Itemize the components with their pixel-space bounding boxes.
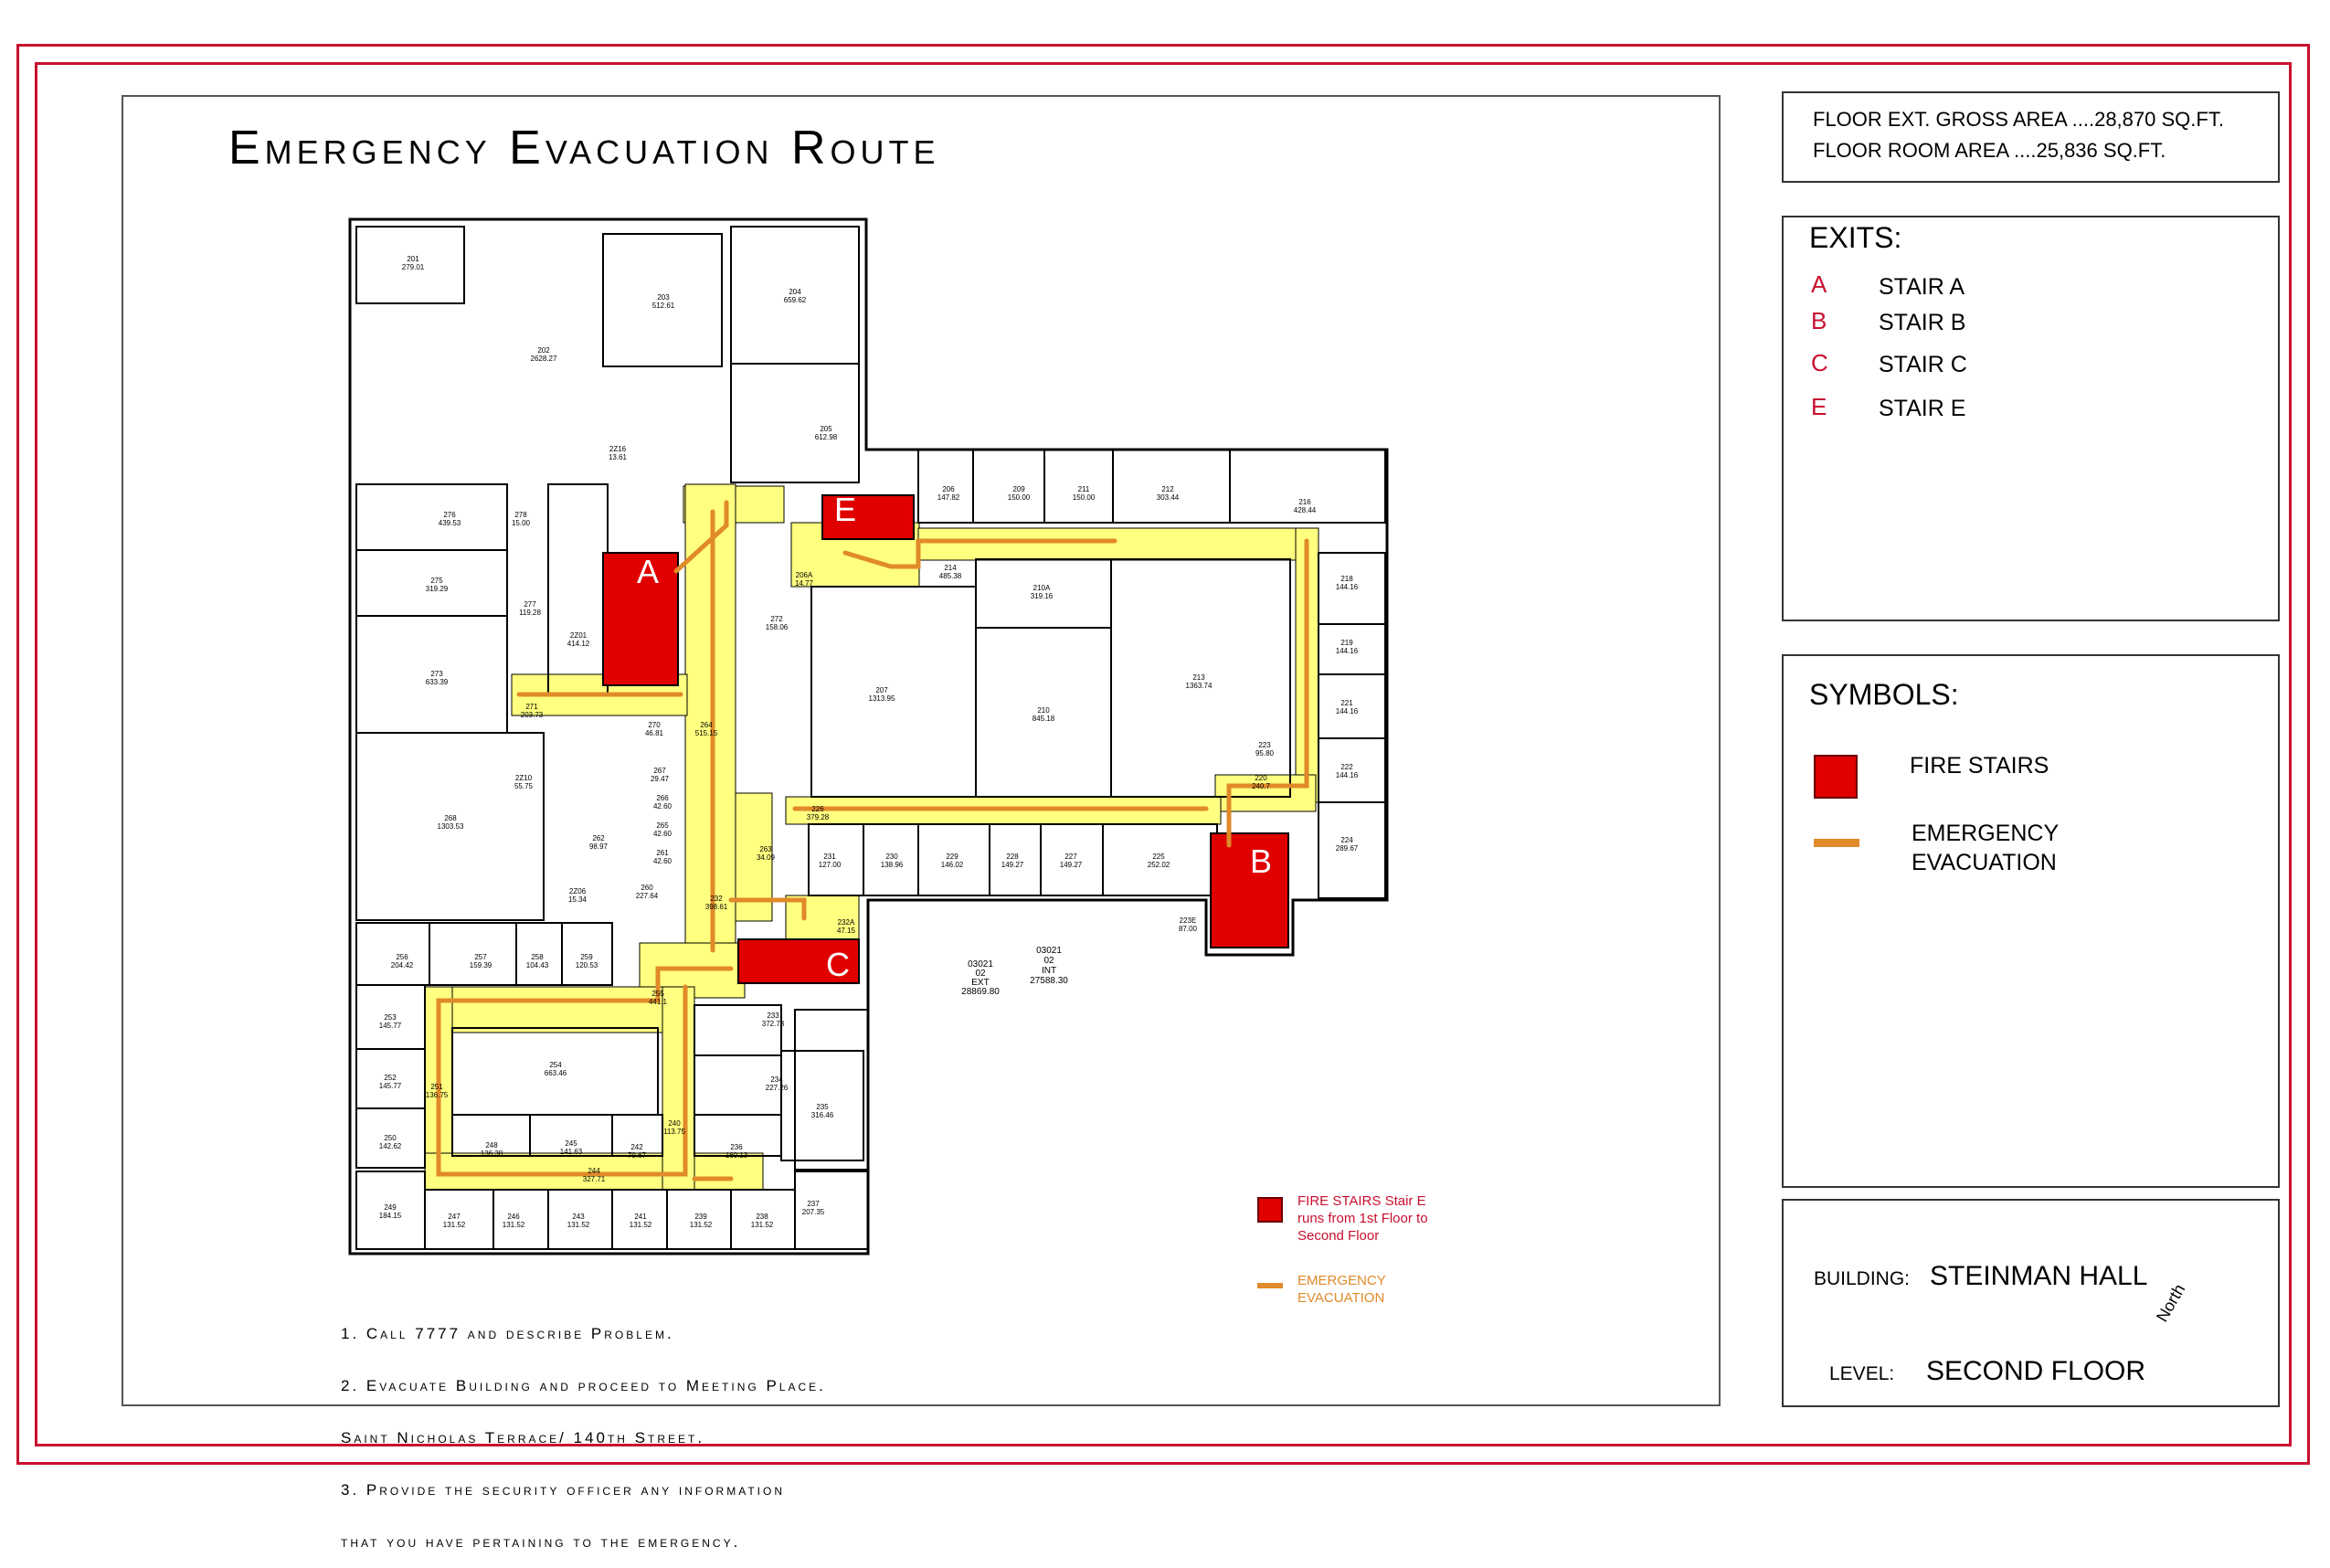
- room-area-223: 95.80: [1255, 749, 1275, 758]
- room-area-262: 98.97: [588, 842, 609, 851]
- room-area-210: 845.18: [1032, 715, 1055, 723]
- room-area-2Z10: 55.75: [514, 782, 534, 790]
- room-area-228: 149.27: [1001, 861, 1024, 869]
- floor-area-note: [961, 946, 1068, 997]
- exit-letter-c: C: [1811, 349, 1828, 376]
- room-area-239: 131.52: [689, 1221, 713, 1229]
- room-number-257: 257: [474, 953, 487, 961]
- exit-label-c: STAIR C: [1879, 352, 1967, 377]
- building-value: STEINMAN HALL: [1930, 1261, 2148, 1291]
- room-area-223E: 87.00: [1178, 925, 1198, 933]
- room-number-201: 201: [407, 255, 419, 263]
- room-area-237: 207.35: [801, 1208, 825, 1216]
- stair-marker-b: B: [1250, 842, 1273, 880]
- room-area-252: 145.77: [378, 1082, 402, 1090]
- room-area-271: 203.73: [520, 711, 544, 719]
- room-area-264: 515.15: [694, 729, 718, 737]
- room-number-271: 271: [525, 703, 538, 711]
- room-number-205: 205: [820, 425, 832, 433]
- room-number-260: 260: [641, 884, 653, 892]
- room-number-264: 264: [700, 721, 713, 729]
- room-area-265: 42.60: [652, 830, 673, 838]
- room-number-230: 230: [885, 853, 898, 861]
- room-number-262: 262: [592, 834, 605, 842]
- exit-label-b: STAIR B: [1879, 310, 1966, 335]
- map-legend-evac-text: EMERGENCY EVACUATION: [1297, 1273, 1386, 1306]
- room-area-266: 42.60: [652, 802, 673, 810]
- room-number-223: 223: [1258, 741, 1271, 749]
- room-area-238: 131.52: [750, 1221, 774, 1229]
- room-number-255: 255: [651, 990, 664, 998]
- exits-heading: EXITS:: [1809, 221, 1902, 254]
- exit-label-e: STAIR E: [1879, 396, 1966, 421]
- room-number-251: 251: [430, 1083, 443, 1091]
- room-area-216: 428.44: [1293, 506, 1317, 514]
- svg-text:02: 02: [1043, 956, 1054, 966]
- room-number-239: 239: [694, 1213, 707, 1221]
- room-area-275: 319.29: [425, 585, 449, 593]
- room-number-256: 256: [396, 953, 408, 961]
- room-area-236: 160.13: [725, 1151, 748, 1160]
- room-area-2Z06: 15.34: [567, 895, 588, 904]
- room-number-261: 261: [656, 849, 669, 857]
- room-number-216: 216: [1298, 498, 1311, 506]
- room-area-235: 316.46: [810, 1111, 834, 1119]
- room-area-259: 120.53: [575, 961, 598, 969]
- room-area-203: 512.61: [651, 302, 675, 310]
- stair-marker-c: C: [826, 946, 850, 983]
- room-number-220: 220: [1255, 774, 1267, 782]
- room-number-241: 241: [634, 1213, 647, 1221]
- room-number-259: 259: [580, 953, 593, 961]
- room-number-228: 228: [1006, 853, 1019, 861]
- room-area-205: 612.98: [814, 433, 838, 441]
- fire-stairs-swatch: [1814, 755, 1858, 799]
- room-area-211: 150.00: [1072, 493, 1096, 502]
- room-area-272: 158.06: [765, 623, 789, 631]
- stair-marker-a: A: [637, 553, 660, 590]
- room-area-278: 15.00: [511, 519, 531, 527]
- room-area-255: 441.1: [648, 998, 668, 1006]
- room-number-266: 266: [656, 794, 669, 802]
- room-number-224: 224: [1340, 836, 1353, 844]
- area-box: [1782, 91, 2280, 183]
- room-number-233: 233: [767, 1012, 779, 1020]
- room-number-2Z10: 2Z10: [514, 774, 533, 782]
- room-number-273: 273: [430, 670, 443, 678]
- room-number-242: 242: [630, 1143, 643, 1151]
- room-area-227: 149.27: [1059, 861, 1083, 869]
- room-number-247: 247: [448, 1213, 461, 1221]
- room-number-249: 249: [384, 1203, 397, 1212]
- svg-text:27588.30: 27588.30: [1030, 976, 1068, 986]
- instructions: 1. Call 7777 and describe Problem. 2. Evacuate Building and proceed to Meeting Place. Saint Nicholas Terrace/ 140th Street. 3. Provide the security officer any information that you have pertaining to the emergency.: [341, 1325, 826, 1551]
- room-number-240: 240: [668, 1119, 681, 1128]
- room-area-201: 279.01: [401, 263, 425, 271]
- svg-text:28869.80: 28869.80: [961, 987, 1000, 997]
- room-area-text: FLOOR ROOM AREA ....25,836 SQ.FT.: [1813, 139, 2166, 162]
- room-number-268: 268: [444, 814, 457, 822]
- room-number-209: 209: [1012, 485, 1025, 493]
- room-number-253: 253: [384, 1013, 397, 1022]
- evacuation-route: [439, 503, 1307, 1179]
- room-area-210A: 319.16: [1030, 592, 1054, 600]
- room-number-250: 250: [384, 1134, 397, 1142]
- room-number-254: 254: [549, 1061, 562, 1069]
- room-area-206: 147.82: [937, 493, 960, 502]
- room-area-256: 204.42: [390, 961, 414, 969]
- room-number-232A: 232A: [837, 918, 855, 927]
- room-number-232: 232: [710, 895, 723, 903]
- room-number-265: 265: [656, 821, 669, 830]
- room-area-273: 633.39: [425, 678, 449, 686]
- exits-box: [1782, 216, 2280, 621]
- room-area-263: 34.09: [756, 853, 776, 862]
- room-area-244: 327.71: [582, 1175, 606, 1183]
- level-value: SECOND FLOOR: [1926, 1356, 2146, 1386]
- svg-text:03021: 03021: [1036, 946, 1062, 956]
- room-area-212: 303.44: [1156, 493, 1180, 502]
- room-area-241: 131.52: [629, 1221, 652, 1229]
- room-number-278: 278: [514, 511, 527, 519]
- north-label: North: [2153, 1280, 2189, 1325]
- room-number-237: 237: [807, 1200, 820, 1208]
- room-number-245: 245: [565, 1139, 577, 1148]
- room-area-257: 159.39: [469, 961, 492, 969]
- room-number-226: 226: [811, 805, 824, 813]
- room-number-246: 246: [507, 1213, 520, 1221]
- room-area-251: 136.75: [425, 1091, 449, 1099]
- building-label: BUILDING:: [1814, 1268, 1911, 1289]
- room-area-225: 252.02: [1147, 861, 1170, 869]
- room-number-219: 219: [1340, 639, 1353, 647]
- room-number-223E: 223E: [1179, 916, 1197, 925]
- page-title: Emergency Evacuation Route: [228, 122, 940, 175]
- room-number-225: 225: [1152, 853, 1165, 861]
- room-area-250: 142.62: [378, 1142, 402, 1150]
- room-number-270: 270: [648, 721, 661, 729]
- room-area-219: 144.16: [1335, 647, 1359, 655]
- room-number-248: 248: [485, 1141, 498, 1150]
- room-number-252: 252: [384, 1074, 397, 1082]
- evacuation-swatch: [1814, 839, 1859, 847]
- room-number-231: 231: [823, 853, 836, 861]
- level-label: LEVEL:: [1829, 1363, 1895, 1384]
- room-area-261: 42.60: [652, 857, 673, 865]
- room-number-202: 202: [537, 346, 550, 355]
- room-number-238: 238: [756, 1213, 768, 1221]
- svg-text:INT: INT: [1041, 966, 1057, 976]
- room-area-218: 144.16: [1335, 583, 1359, 591]
- svg-text:03021: 03021: [968, 959, 993, 969]
- fire-stairs-label: FIRE STAIRS: [1910, 753, 2049, 779]
- svg-text:EXT: EXT: [971, 978, 990, 988]
- room-area-231: 127.00: [818, 861, 842, 869]
- room-area-222: 144.16: [1335, 771, 1359, 779]
- map-legend-fire-text: FIRE STAIRS Stair E runs from 1st Floor to Second Floor: [1297, 1193, 1428, 1244]
- room-number-2Z06: 2Z06: [568, 887, 587, 895]
- room-area-243: 131.52: [567, 1221, 590, 1229]
- gross-area-text: FLOOR EXT. GROSS AREA ....28,870 SQ.FT.: [1813, 108, 2224, 131]
- room-number-218: 218: [1340, 575, 1353, 583]
- evacuation-label: EMERGENCY EVACUATION: [1912, 821, 2060, 875]
- room-area-230: 138.96: [880, 861, 904, 869]
- room-number-244: 244: [588, 1167, 600, 1175]
- room-area-249: 184.15: [378, 1212, 402, 1220]
- room-area-214: 485.38: [938, 572, 962, 580]
- room-area-246: 131.52: [502, 1221, 525, 1229]
- room-area-232: 398.61: [704, 903, 728, 911]
- room-number-229: 229: [946, 853, 958, 861]
- room-number-222: 222: [1340, 763, 1353, 771]
- room-area-213: 1363.74: [1185, 682, 1213, 690]
- room-number-276: 276: [443, 511, 456, 519]
- room-area-253: 145.77: [378, 1022, 402, 1030]
- symbols-box: [1782, 654, 2280, 1188]
- exit-label-a: STAIR A: [1879, 274, 1965, 300]
- room-area-270: 46.81: [644, 729, 664, 737]
- map-legend-evac-swatch: [1257, 1283, 1283, 1288]
- room-number-211: 211: [1077, 485, 1090, 493]
- room-number-206: 206: [942, 485, 955, 493]
- room-area-242: 79.67: [627, 1151, 647, 1160]
- room-area-207: 1313.95: [868, 694, 895, 703]
- room-area-204: 659.62: [783, 296, 807, 304]
- room-area-2Z16: 13.61: [608, 453, 628, 461]
- room-number-204: 204: [789, 288, 801, 296]
- room-number-236: 236: [730, 1143, 743, 1151]
- symbols-heading: SYMBOLS:: [1809, 678, 1959, 711]
- room-area-220: 240.7: [1251, 782, 1271, 790]
- room-number-203: 203: [657, 293, 670, 302]
- room-number-258: 258: [531, 953, 544, 961]
- room-area-277: 119.28: [519, 609, 541, 617]
- room-number-235: 235: [816, 1103, 829, 1111]
- room-area-247: 131.52: [442, 1221, 466, 1229]
- stair-marker-e: E: [834, 491, 857, 528]
- room-area-254: 663.46: [544, 1069, 567, 1077]
- svg-text:02: 02: [975, 969, 986, 979]
- room-number-272: 272: [770, 615, 783, 623]
- room-walls: [356, 227, 1385, 1249]
- room-number-277: 277: [524, 600, 536, 609]
- room-area-234: 227.26: [765, 1084, 789, 1092]
- room-area-2Z01: 414.12: [567, 640, 590, 648]
- room-number-212: 212: [1161, 485, 1174, 493]
- room-number-243: 243: [572, 1213, 585, 1221]
- room-number-214: 214: [944, 564, 957, 572]
- room-area-221: 144.16: [1335, 707, 1359, 715]
- room-area-245: 141.63: [559, 1148, 583, 1156]
- room-number-227: 227: [1064, 853, 1077, 861]
- exit-letter-b: B: [1811, 307, 1827, 334]
- room-area-209: 150.00: [1007, 493, 1031, 502]
- room-number-267: 267: [653, 767, 666, 775]
- room-number-206A: 206A: [795, 571, 813, 579]
- room-number-234: 234: [770, 1075, 783, 1084]
- room-number-221: 221: [1340, 699, 1353, 707]
- room-number-263: 263: [759, 845, 772, 853]
- room-area-260: 227.64: [635, 892, 659, 900]
- room-number-210A: 210A: [1033, 584, 1051, 592]
- room-area-226: 379.28: [806, 813, 830, 821]
- room-area-240: 113.75: [663, 1128, 685, 1136]
- room-area-258: 104.43: [525, 961, 549, 969]
- exit-letter-e: E: [1811, 393, 1827, 420]
- room-area-267: 29.47: [650, 775, 670, 783]
- room-area-268: 1303.53: [437, 822, 464, 831]
- room-number-207: 207: [875, 686, 888, 694]
- room-number-210: 210: [1037, 706, 1050, 715]
- room-area-224: 289.67: [1335, 844, 1359, 853]
- room-area-276: 439.53: [438, 519, 461, 527]
- room-number-2Z16: 2Z16: [609, 445, 627, 453]
- map-legend-fire-swatch: [1257, 1197, 1283, 1223]
- room-number-213: 213: [1192, 673, 1205, 682]
- room-area-202: 2628.27: [530, 355, 557, 363]
- room-area-206A: 14.77: [794, 579, 814, 588]
- room-number-275: 275: [430, 577, 443, 585]
- exit-letter-a: A: [1811, 270, 1827, 298]
- room-area-233: 372.73: [761, 1020, 785, 1028]
- room-area-248: 136.38: [480, 1150, 503, 1158]
- room-area-229: 146.02: [940, 861, 964, 869]
- room-number-2Z01: 2Z01: [569, 631, 588, 640]
- corridor-areas: [425, 484, 1319, 1190]
- room-area-232A: 47.15: [836, 927, 856, 935]
